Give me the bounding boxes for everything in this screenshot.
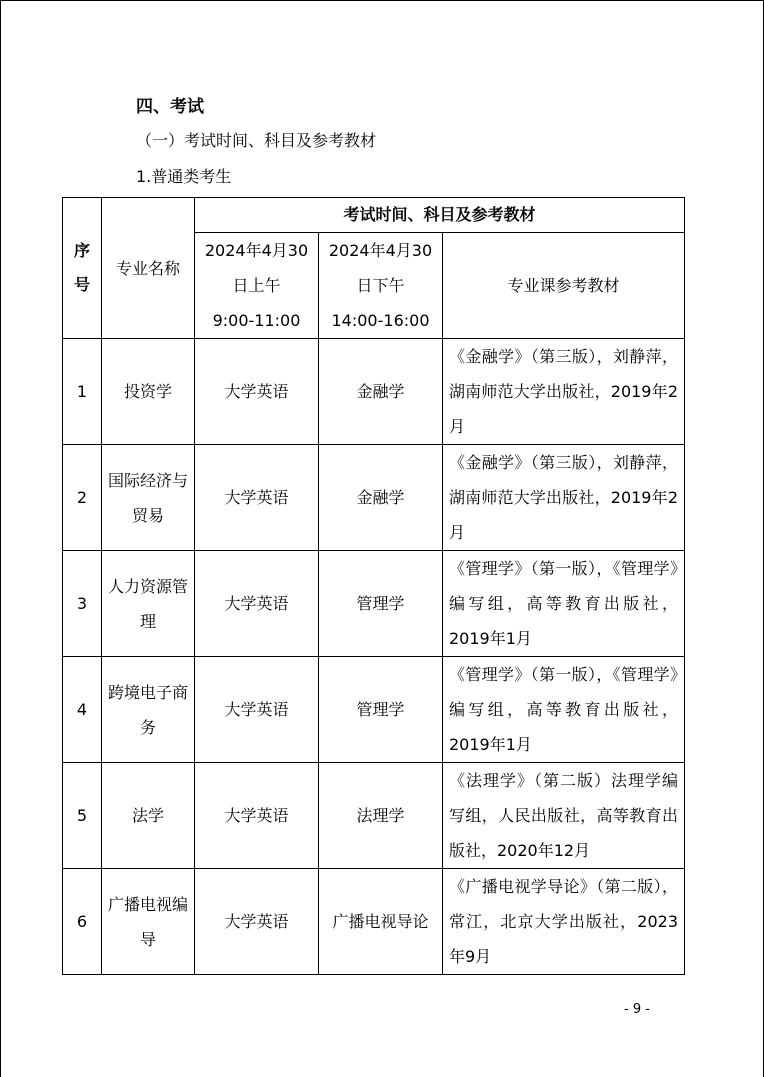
seq-cell: 5 [63,763,102,869]
table-header-row [63,198,685,233]
major-cell: 投资学 [102,339,195,445]
seq-header: 序号 [63,198,102,339]
exam1-cell: 大学英语 [195,763,319,869]
exam2-cell: 管理学 [319,657,443,763]
book-cell: 《广播电视学导论》（第二版），常江，北京大学出版社，2023年9月 [443,869,685,975]
exam2-cell: 管理学 [319,551,443,657]
major-cell: 广播电视编导 [102,869,195,975]
header-group: 考试时间、科目及参考教材 [195,198,685,233]
major-cell: 国际经济与贸易 [102,445,195,551]
candidate-category: 1.普通类考生 [136,167,232,186]
table-row [63,763,685,869]
table-row [63,551,685,657]
exam1-cell: 大学英语 [195,657,319,763]
major-cell: 跨境电子商务 [102,657,195,763]
exam-schedule-table [62,197,685,975]
exam1-cell: 大学英语 [195,445,319,551]
book-cell: 《管理学》（第一版），《管理学》编写组，高等教育出版社，2019年1月 [443,657,685,763]
book-cell: 《金融学》（第三版），刘静萍，湖南师范大学出版社，2019年2月 [443,445,685,551]
table-row [63,657,685,763]
seq-cell: 2 [63,445,102,551]
page-border-left [0,0,1,1077]
page-border-top [0,0,764,1]
seq-cell: 3 [63,551,102,657]
book-cell: 《金融学》（第三版），刘静萍，湖南师范大学出版社，2019年2月 [443,339,685,445]
seq-cell: 4 [63,657,102,763]
page-number: - 9 - [624,1002,650,1017]
seq-cell: 1 [63,339,102,445]
exam1-cell: 大学英语 [195,869,319,975]
section-heading: 四、考试 [136,97,204,117]
seq-cell: 6 [63,869,102,975]
exam2-cell: 法理学 [319,763,443,869]
book-cell: 《管理学》（第一版），《管理学》编写组，高等教育出版社，2019年1月 [443,551,685,657]
major-cell: 法学 [102,763,195,869]
exam2-cell: 金融学 [319,445,443,551]
session1-header: 2024年4月30 日上午 9:00-11:00 [195,233,319,339]
exam2-cell: 广播电视导论 [319,869,443,975]
major-header: 专业名称 [102,198,195,339]
table-row [63,869,685,975]
exam1-cell: 大学英语 [195,551,319,657]
subsection-heading: （一）考试时间、科目及参考教材 [136,131,377,150]
session2-header: 2024年4月30 日下午 14:00-16:00 [319,233,443,339]
major-cell: 人力资源管理 [102,551,195,657]
exam1-cell: 大学英语 [195,339,319,445]
book-cell: 《法理学》（第二版）法理学编写组，人民出版社，高等教育出版社，2020年12月 [443,763,685,869]
table-row [63,339,685,445]
book-header: 专业课参考教材 [443,233,685,339]
table-row [63,445,685,551]
exam2-cell: 金融学 [319,339,443,445]
